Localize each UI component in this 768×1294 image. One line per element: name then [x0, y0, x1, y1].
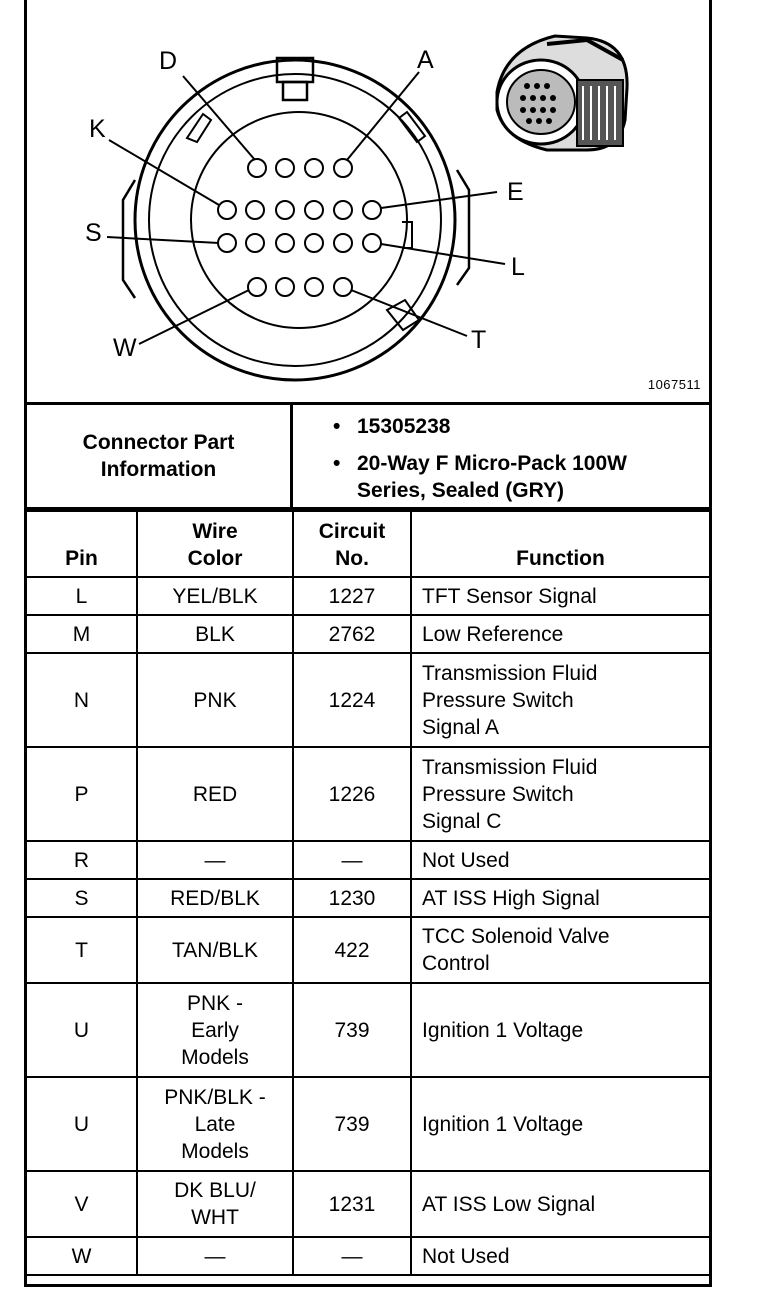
- header-pin: Pin: [27, 511, 137, 577]
- cell-wire-color: RED: [137, 747, 293, 841]
- cell-circuit-no: 1227: [293, 577, 411, 615]
- cell-function: TCC Solenoid Valve Control: [411, 917, 709, 983]
- table-row: [27, 1237, 709, 1275]
- cell-wire-color: BLK: [137, 615, 293, 653]
- description-line-2: Series, Sealed (GRY): [357, 479, 564, 502]
- description-line-1: 20-Way F Micro-Pack 100W: [357, 452, 627, 475]
- bullet: •: [333, 415, 341, 438]
- cell-pin: U: [27, 983, 137, 1077]
- cell-pin: U: [27, 1077, 137, 1171]
- cell-circuit-no: 739: [293, 983, 411, 1077]
- cell-wire-color: PNK: [137, 653, 293, 747]
- table-row: [27, 917, 709, 983]
- cell-function: Ignition 1 Voltage: [411, 983, 709, 1077]
- table-row: [27, 615, 709, 653]
- pin-label-a: A: [417, 46, 434, 74]
- cell-function: TFT Sensor Signal: [411, 577, 709, 615]
- heading-line-1: Connector Part: [82, 431, 235, 454]
- cell-function: Ignition 1 Voltage: [411, 1077, 709, 1171]
- cell-wire-color: —: [137, 1237, 293, 1275]
- cell-pin: R: [27, 841, 137, 879]
- pin-label-w: W: [113, 334, 137, 362]
- cell-circuit-no: 1226: [293, 747, 411, 841]
- header-circuit-no: Circuit No.: [293, 511, 411, 577]
- header-wire-color: Wire Color: [137, 511, 293, 577]
- cell-wire-color: PNK/BLK - Late Models: [137, 1077, 293, 1171]
- cell-wire-color: TAN/BLK: [137, 917, 293, 983]
- pin-label-k: K: [89, 115, 106, 143]
- cell-function: Not Used: [411, 1237, 709, 1275]
- cell-wire-color: DK BLU/ WHT: [137, 1171, 293, 1237]
- pin-cavities: [218, 159, 381, 296]
- cell-circuit-no: 2762: [293, 615, 411, 653]
- connector-sheet: [24, 0, 712, 1287]
- part-number: 15305238: [357, 415, 451, 438]
- cell-pin: T: [27, 917, 137, 983]
- cell-circuit-no: —: [293, 841, 411, 879]
- table-header-row: [27, 511, 709, 577]
- cell-function: Transmission Fluid Pressure Switch Signal C: [411, 747, 709, 841]
- connector-part-info: [27, 405, 709, 510]
- table-row: [27, 841, 709, 879]
- bullet: •: [333, 452, 341, 475]
- table-row: [27, 747, 709, 841]
- cell-pin: V: [27, 1171, 137, 1237]
- connector-thumbnail: [497, 36, 627, 150]
- pin-label-d: D: [159, 47, 178, 75]
- cell-function: Not Used: [411, 841, 709, 879]
- cell-pin: M: [27, 615, 137, 653]
- cell-wire-color: YEL/BLK: [137, 577, 293, 615]
- table-row: [27, 983, 709, 1077]
- cell-pin: N: [27, 653, 137, 747]
- cell-pin: W: [27, 1237, 137, 1275]
- cell-wire-color: —: [137, 841, 293, 879]
- table-row: [27, 653, 709, 747]
- cell-wire-color: RED/BLK: [137, 879, 293, 917]
- cell-circuit-no: 422: [293, 917, 411, 983]
- cell-circuit-no: 739: [293, 1077, 411, 1171]
- connector-info-heading: [27, 405, 293, 507]
- cell-wire-color: PNK - Early Models: [137, 983, 293, 1077]
- table-row: [27, 1077, 709, 1171]
- table-row: [27, 879, 709, 917]
- heading-line-2: Information: [100, 458, 217, 481]
- cell-circuit-no: 1230: [293, 879, 411, 917]
- pinout-table: [27, 510, 709, 1276]
- pinout-rows: [27, 577, 709, 1275]
- table-row: [27, 1171, 709, 1237]
- cell-function: AT ISS Low Signal: [411, 1171, 709, 1237]
- pin-label-t: T: [471, 326, 487, 354]
- pin-label-l: L: [511, 253, 525, 281]
- connector-figure: [27, 0, 709, 405]
- connector-housing: [123, 58, 469, 380]
- pin-label-e: E: [507, 178, 524, 206]
- connector-info-details: [293, 405, 709, 507]
- cell-circuit-no: 1231: [293, 1171, 411, 1237]
- cell-pin: L: [27, 577, 137, 615]
- connector-face-diagram: [27, 0, 709, 405]
- cell-circuit-no: 1224: [293, 653, 411, 747]
- header-function: Function: [411, 511, 709, 577]
- table-row: [27, 577, 709, 615]
- cell-function: Transmission Fluid Pressure Switch Signal A: [411, 653, 709, 747]
- figure-id: 1067511: [647, 377, 701, 392]
- cell-circuit-no: —: [293, 1237, 411, 1275]
- cell-pin: P: [27, 747, 137, 841]
- cell-function: Low Reference: [411, 615, 709, 653]
- cell-pin: S: [27, 879, 137, 917]
- pin-label-s: S: [85, 219, 102, 247]
- cell-function: AT ISS High Signal: [411, 879, 709, 917]
